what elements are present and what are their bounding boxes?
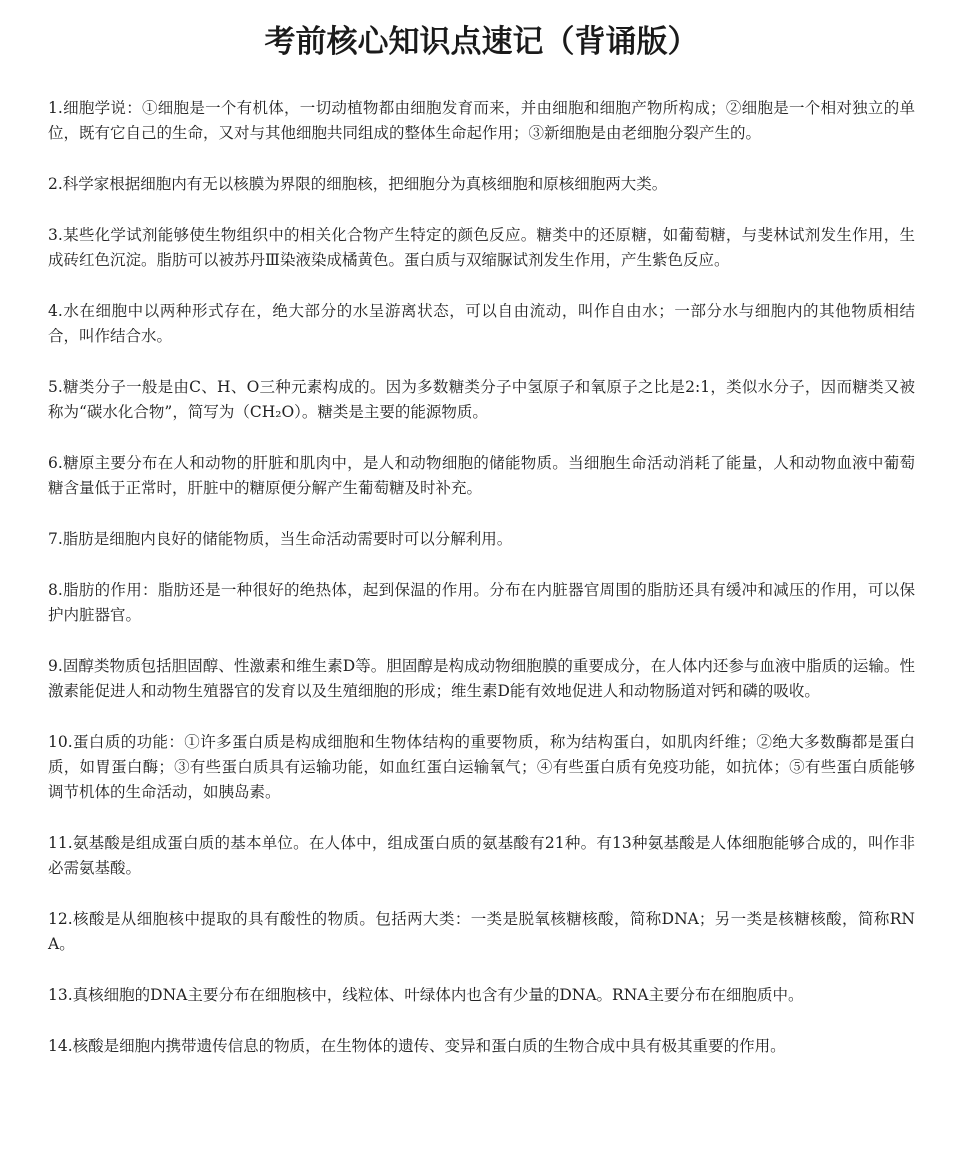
knowledge-item-2: 2.科学家根据细胞内有无以核膜为界限的细胞核，把细胞分为真核细胞和原核细胞两大类。	[48, 175, 668, 193]
knowledge-item-6: 6.糖原主要分布在人和动物的肝脏和肌肉中，是人和动物细胞的储能物质。当细胞生命活动消耗了能量，人和动物血液中葡萄糖含量低于正常时，肝脏中的糖原便分解产生葡萄糖及时补充。	[48, 454, 915, 497]
knowledge-item-12: 12.核酸是从细胞核中提取的具有酸性的物质。包括两大类：一类是脱氧核糖核酸，简称DNA；另一类是核糖核酸，简称RNA。	[48, 910, 915, 953]
knowledge-item-1: 1.细胞学说：①细胞是一个有机体，一切动植物都由细胞发育而来，并由细胞和细胞产物所构成；②细胞是一个相对独立的单位，既有它自己的生命，又对与其他细胞共同组成的整体生命起作用；③新细胞是由老细胞分裂产生的。	[48, 99, 915, 142]
knowledge-item-11: 11.氨基酸是组成蛋白质的基本单位。在人体中，组成蛋白质的氨基酸有21种。有13种氨基酸是人体细胞能够合成的，叫作非必需氨基酸。	[48, 834, 915, 877]
knowledge-item-3: 3.某些化学试剂能够使生物组织中的相关化合物产生特定的颜色反应。糖类中的还原糖，如葡萄糖，与斐林试剂发生作用，生成砖红色沉淀。脂肪可以被苏丹Ⅲ染液染成橘黄色。蛋白质与双缩脲试剂发生作用，产生紫色反应。	[48, 226, 915, 269]
knowledge-item-5: 5.糖类分子一般是由C、H、O三种元素构成的。因为多数糖类分子中氢原子和氧原子之比是2:1，类似水分子，因而糖类又被称为“碳水化合物”，简写为（CH₂O）。糖类是主要的能源物质。	[48, 378, 915, 421]
knowledge-list	[48, 96, 915, 1059]
knowledge-item-13: 13.真核细胞的DNA主要分布在细胞核中，线粒体、叶绿体内也含有少量的DNA。RNA主要分布在细胞质中。	[48, 986, 804, 1004]
knowledge-item-10: 10.蛋白质的功能：①许多蛋白质是构成细胞和生物体结构的重要物质，称为结构蛋白，如肌肉纤维；②绝大多数酶都是蛋白质，如胃蛋白酶；③有些蛋白质具有运输功能，如血红蛋白运输氧气；④有些蛋白质有免疫功能，如抗体；⑤有些蛋白质能够调节机体的生命活动，如胰岛素。	[48, 733, 915, 801]
knowledge-item-7: 7.脂肪是细胞内良好的储能物质，当生命活动需要时可以分解利用。	[48, 530, 513, 548]
knowledge-item-14: 14.核酸是细胞内携带遗传信息的物质，在生物体的遗传、变异和蛋白质的生物合成中具有极其重要的作用。	[48, 1037, 786, 1055]
knowledge-item-4: 4.水在细胞中以两种形式存在，绝大部分的水呈游离状态，可以自由流动，叫作自由水；一部分水与细胞内的其他物质相结合，叫作结合水。	[48, 302, 915, 345]
knowledge-item-8: 8.脂肪的作用：脂肪还是一种很好的绝热体，起到保温的作用。分布在内脏器官周围的脂肪还具有缓冲和减压的作用，可以保护内脏器官。	[48, 581, 915, 624]
page-title: 考前核心知识点速记（背诵版）	[264, 24, 699, 60]
knowledge-item-9: 9.固醇类物质包括胆固醇、性激素和维生素D等。胆固醇是构成动物细胞膜的重要成分，在人体内还参与血液中脂质的运输。性激素能促进人和动物生殖器官的发育以及生殖细胞的形成；维生素D能有效地促进人和动物肠道对钙和磷的吸收。	[48, 657, 915, 700]
